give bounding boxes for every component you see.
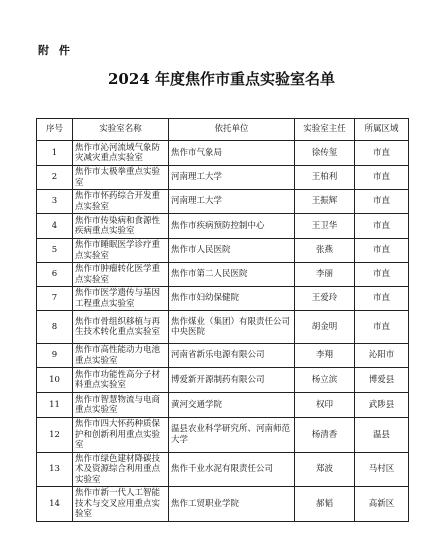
host-unit: 焦作市人民医院 <box>169 239 295 263</box>
region: 市直 <box>355 214 409 239</box>
row-number: 14 <box>37 487 73 522</box>
lab-name: 焦作市新一代人工智能技术与交叉应用重点实验室 <box>73 487 169 522</box>
table-body <box>37 141 409 522</box>
region: 市直 <box>355 311 409 344</box>
row-number: 4 <box>37 214 73 239</box>
table-row <box>37 263 409 287</box>
table-row <box>37 393 409 418</box>
row-number: 5 <box>37 239 73 263</box>
lab-director: 李丽 <box>295 263 355 287</box>
lab-name: 焦作市智慧物流与电商重点实验室 <box>73 393 169 418</box>
table-row <box>37 166 409 190</box>
table-row <box>37 287 409 311</box>
row-number: 3 <box>37 190 73 214</box>
host-unit: 焦作市妇幼保健院 <box>169 287 295 311</box>
lab-name: 焦作市绿色建材降碳技术及资源综合利用重点实验室 <box>73 452 169 487</box>
region: 马村区 <box>355 452 409 487</box>
row-number: 8 <box>37 311 73 344</box>
lab-director: 杨立滨 <box>295 368 355 393</box>
lab-name: 焦作市高性能动力电池重点实验室 <box>73 344 169 368</box>
lab-director: 王爱玲 <box>295 287 355 311</box>
row-number: 10 <box>37 368 73 393</box>
lab-director: 徐传玺 <box>295 141 355 166</box>
document-title: 2024 年度焦作市重点实验室名单 <box>108 70 335 88</box>
table-row <box>37 452 409 487</box>
lab-director: 郑波 <box>295 452 355 487</box>
region: 沁阳市 <box>355 344 409 368</box>
row-number: 7 <box>37 287 73 311</box>
header-unit: 依托单位 <box>169 119 295 141</box>
host-unit: 温县农业科学研究所、河南师范大学 <box>169 418 295 453</box>
table-row <box>37 487 409 522</box>
table-row <box>37 344 409 368</box>
lab-name: 焦作市传染病和食源性疾病重点实验室 <box>73 214 169 239</box>
lab-director: 张燕 <box>295 239 355 263</box>
region: 博爱县 <box>355 368 409 393</box>
table-row <box>37 141 409 166</box>
region: 市直 <box>355 190 409 214</box>
table-row <box>37 214 409 239</box>
header-director: 实验室主任 <box>295 119 355 141</box>
lab-name: 焦作市四大怀药种质保护和创新利用重点实验室 <box>73 418 169 453</box>
table-row <box>37 368 409 393</box>
host-unit: 博爱新开源制药有限公司 <box>169 368 295 393</box>
row-number: 1 <box>37 141 73 166</box>
laboratory-table <box>36 118 409 522</box>
region: 市直 <box>355 239 409 263</box>
lab-director: 胡金明 <box>295 311 355 344</box>
host-unit: 焦作市疾病预防控制中心 <box>169 214 295 239</box>
lab-name: 焦作市怀药综合开发重点实验室 <box>73 190 169 214</box>
lab-name: 焦作市太极拳重点实验室 <box>73 166 169 190</box>
region: 温县 <box>355 418 409 453</box>
host-unit: 焦作市气象局 <box>169 141 295 166</box>
lab-name: 焦作市骨组织移植与再生技术转化重点实验室 <box>73 311 169 344</box>
lab-name: 焦作市功能性高分子材料重点实验室 <box>73 368 169 393</box>
region: 市直 <box>355 287 409 311</box>
table-row <box>37 190 409 214</box>
row-number: 13 <box>37 452 73 487</box>
host-unit: 焦作工贸职业学院 <box>169 487 295 522</box>
host-unit: 河南省新乐电源有限公司 <box>169 344 295 368</box>
region: 高新区 <box>355 487 409 522</box>
table-header-row <box>37 119 409 141</box>
lab-director: 郝韬 <box>295 487 355 522</box>
row-number: 6 <box>37 263 73 287</box>
lab-name: 焦作市睡眠医学诊疗重点实验室 <box>73 239 169 263</box>
host-unit: 焦作千业水泥有限责任公司 <box>169 452 295 487</box>
row-number: 9 <box>37 344 73 368</box>
host-unit: 河南理工大学 <box>169 166 295 190</box>
region: 市直 <box>355 141 409 166</box>
lab-name: 焦作市肿瘤转化医学重点实验室 <box>73 263 169 287</box>
lab-director: 杨清香 <box>295 418 355 453</box>
host-unit: 黄河交通学院 <box>169 393 295 418</box>
lab-director: 王卫华 <box>295 214 355 239</box>
header-name: 实验室名称 <box>73 119 169 141</box>
region: 武陟县 <box>355 393 409 418</box>
row-number: 2 <box>37 166 73 190</box>
row-number: 11 <box>37 393 73 418</box>
lab-director: 李翔 <box>295 344 355 368</box>
header-region: 所属区域 <box>355 119 409 141</box>
region: 市直 <box>355 263 409 287</box>
table-row <box>37 239 409 263</box>
table-row <box>37 311 409 344</box>
lab-director: 权印 <box>295 393 355 418</box>
host-unit: 河南理工大学 <box>169 190 295 214</box>
host-unit: 焦作煤业（集团）有限责任公司中央医院 <box>169 311 295 344</box>
region: 市直 <box>355 166 409 190</box>
lab-name: 焦作市沁河流域气象防灾减灾重点实验室 <box>73 141 169 166</box>
lab-director: 王振辉 <box>295 190 355 214</box>
row-number: 12 <box>37 418 73 453</box>
host-unit: 焦作市第二人民医院 <box>169 263 295 287</box>
table-row <box>37 418 409 453</box>
lab-director: 王柏利 <box>295 166 355 190</box>
attachment-label: 附 件 <box>38 44 73 57</box>
lab-name: 焦作市医学遗传与基因工程重点实验室 <box>73 287 169 311</box>
header-no: 序号 <box>37 119 73 141</box>
